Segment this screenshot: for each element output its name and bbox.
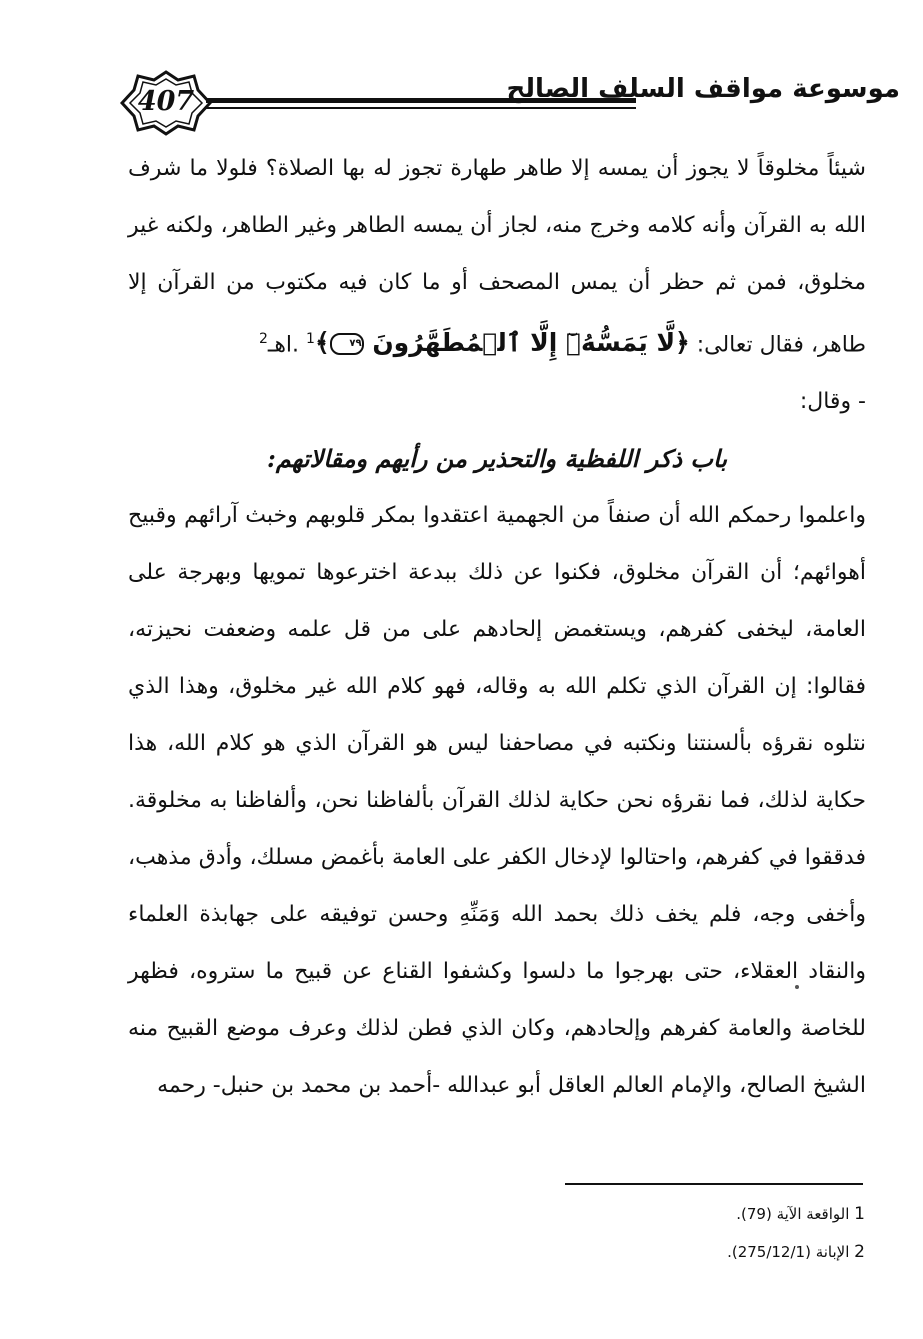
- paragraph-1-text: شيئاً مخلوقاً لا يجوز أن يمسه إلا طاهر طهارة تجوز له بها الصلاة؟ فلولا ما شرف الله به القرآن وأنه كلامه وخرج منه، لجاز أن يمسه الطاهر وغير الطاهر، ولكنه غير مخلوق، فمن ثم حظر أن يمس المصحف أو ما كان فيه مكتوب من القرآن إلا طاهر، فقال تعالى:: [128, 156, 866, 358]
- footnote-separator: [565, 1183, 863, 1185]
- section-heading: باب ذكر اللفظية والتحذير من رأيهم ومقالاتهم:: [266, 444, 728, 474]
- footnote-2-text: الإبانة (275/12/1).: [727, 1243, 850, 1261]
- footnote-2-number: 2: [854, 1242, 865, 1262]
- ayah-number: ٧٩: [349, 338, 362, 350]
- header-rule-thin: [206, 107, 636, 109]
- footnote-1-text: الواقعة الآية (79).: [736, 1205, 850, 1223]
- quote-intro-line: - وقال:: [799, 389, 866, 415]
- quran-verse-text: ﴿لَّا يَمَسُّهُۥٓ إِلَّا ٱلۡمُطَهَّرُونَ: [372, 328, 690, 358]
- paragraph-1-end: .اهـ: [267, 332, 300, 358]
- paragraph-1: [128, 140, 866, 373]
- footnote-2: [565, 1233, 865, 1271]
- footnotes: [565, 1195, 865, 1271]
- paragraph-2: واعلموا رحمكم الله أن صنفاً من الجهمية اعتقدوا بمكر قلوبهم وخبث آرائهم وقبيح أهوائهم؛ أن القرآن مخلوق، فكنوا عن ذلك ببدعة اخترعوها تمويها وبهرجة على العامة، ليخفى كفرهم، ويستغمض إلحادهم على من قل علمه وضعفت نحيزته، فقالوا: إن القرآن الذي تكلم الله به وقاله، فهو كلام الله غير مخلوق، وهذا الذي نتلوه نقرؤه بألسنتنا ونكتبه في مصاحفنا ليس هو القرآن الذي هو كلام الله، هذا حكاية لذلك، فما نقرؤه نحن حكاية لذلك القرآن بألفاظنا نحن، وألفاظنا به مخلوقة. فدققوا في كفرهم، واحتالوا لإدخال الكفر على العامة بأغمض مسلك، وأدق مذهب، وأخفى وجه، فلم يخف ذلك بحمد الله وَمَنِّهِ وحسن توفيقه على جهابذة العلماء والنقاد العقلاء، حتى بهرجوا ما دلسوا وكشفوا القناع عن قبيح ما ستروه، فظهر للخاصة والعامة كفرهم وإلحادهم، وكان الذي فطن لذلك وعرف موضع القبيح منه الشيخ الصالح، والإمام العالم العاقل أبو عبدالله -أحمد بن محمد بن حنبل- رحمه: [128, 503, 866, 1099]
- page-header: [120, 70, 900, 140]
- quran-close-bracket: ﴾: [314, 328, 330, 358]
- footnote-ref-1: 1: [306, 331, 315, 347]
- series-title: موسوعة مواقف السلف الصالح: [506, 74, 900, 104]
- quran-verse: [315, 328, 690, 357]
- scan-speck: [795, 985, 799, 989]
- main-text: [128, 140, 866, 1114]
- footnote-1-number: 1: [854, 1204, 865, 1224]
- ayah-end-marker-icon: [330, 333, 364, 355]
- footnote-1: [565, 1195, 865, 1233]
- footnote-ref-2: 2: [258, 331, 268, 347]
- page-number-badge: [120, 70, 212, 136]
- page-number: 407: [137, 86, 195, 117]
